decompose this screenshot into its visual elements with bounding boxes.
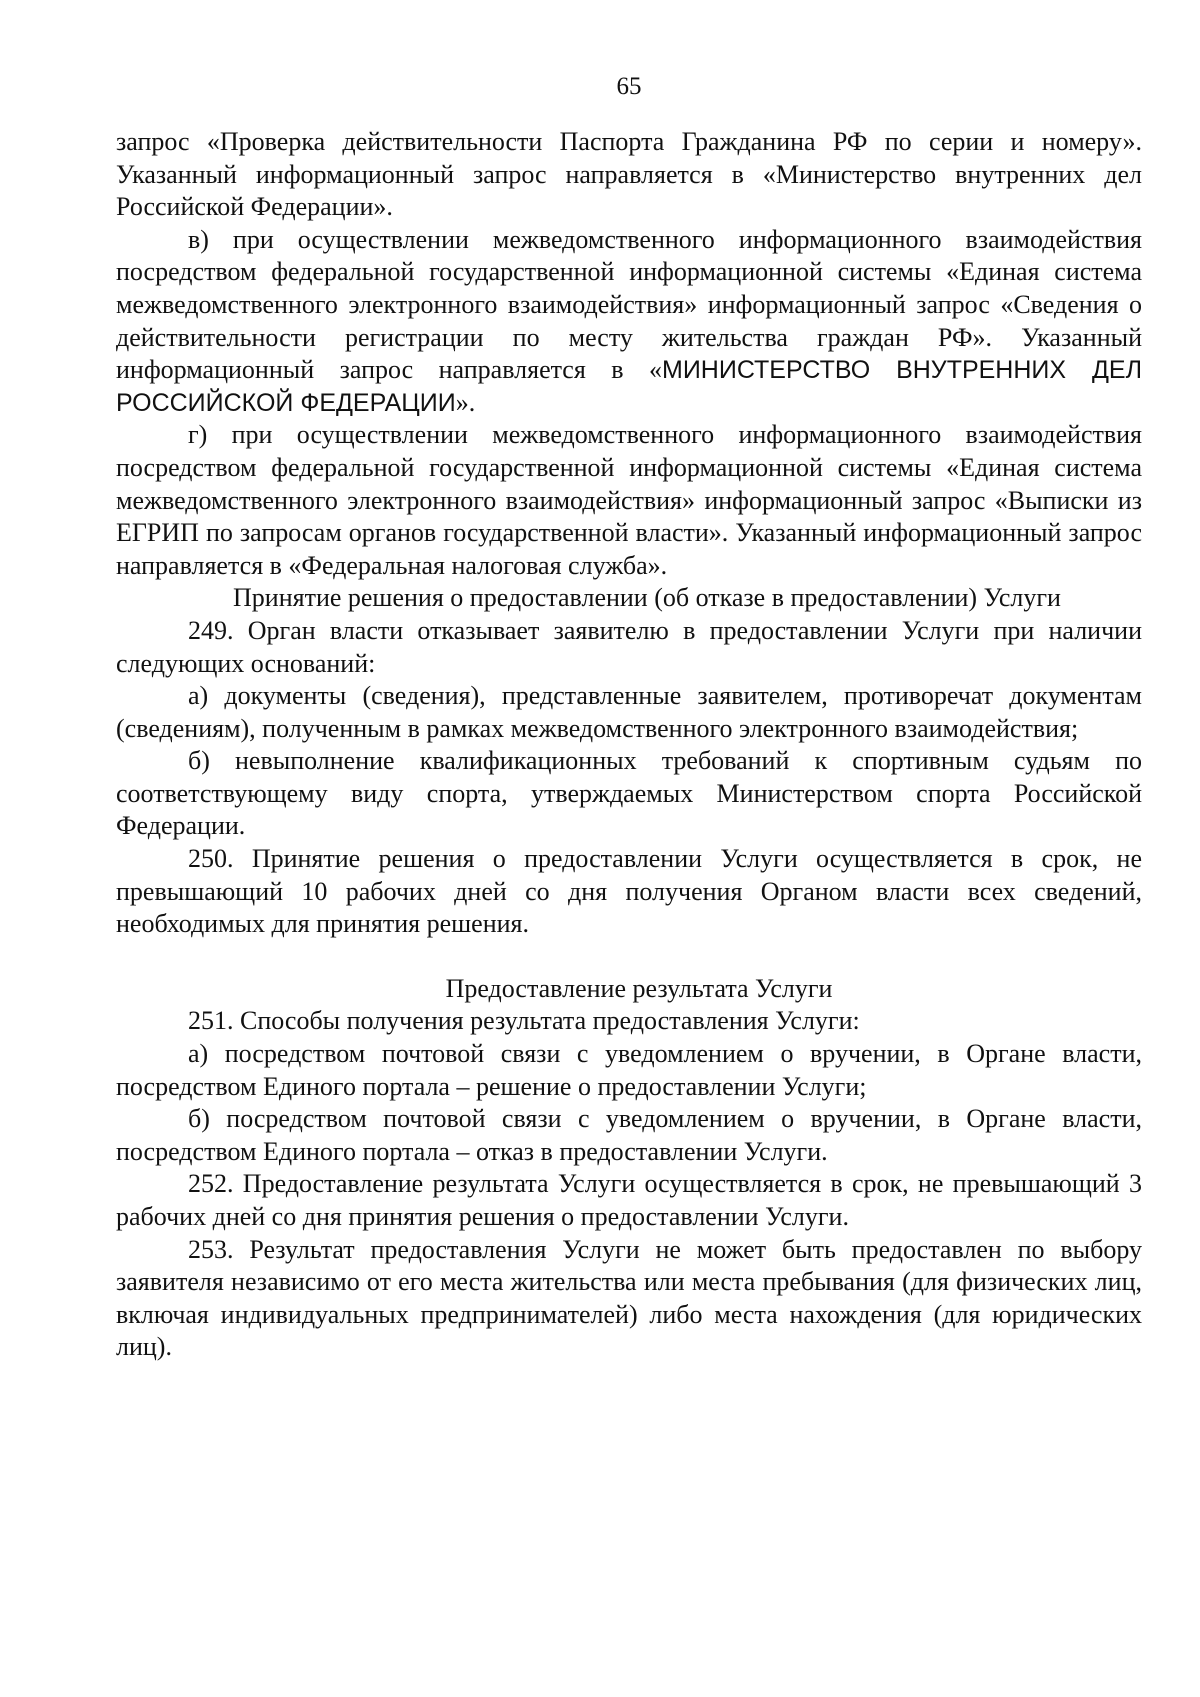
document-body [116,126,1142,1364]
paragraph-passport-request: запрос «Проверка действительности Паспорта Гражданина РФ по серии и номеру». Указанный информационный запрос направляется в «Министерство внутренних дел Российской Федерации». [116,127,1142,222]
paragraph-251-b: б) посредством почтовой связи с уведомлением о вручении, в Органе власти, посредством Единого портала – отказ в предоставлении Услуги. [116,1104,1142,1166]
paragraph-252: 252. Предоставление результата Услуги осуществляется в срок, не превышающий 3 рабочих дней со дня принятия решения о предоставлении Услуги. [116,1169,1142,1231]
paragraph-250: 250. Принятие решения о предоставлении Услуги осуществляется в срок, не превышающий 10 рабочих дней со дня получения Органом власти всех сведений, необходимых для принятия решения. [116,844,1142,939]
section-heading-result: Предоставление результата Услуги [445,973,833,1003]
paragraph-item-v [116,224,1142,420]
document-page [116,0,1142,1697]
paragraph-item-v-text: в) при осуществлении межведомственного информационного взаимодействия посредством федеральной государственной информационной системы «Единая система межведомственного электронного взаимодействия» информационный запрос «Сведения о действительности регистрации по месту жительства граждан РФ». Указанный информационный запрос направляется в « [116,224,1142,385]
section-heading-decision: Принятие решения о предоставлении (об отказе в предоставлении) Услуги [233,583,1061,613]
ministry-name-caps: МИНИСТЕРСТВО ВНУТРЕННИХ ДЕЛ РОССИЙСКОЙ ФЕДЕРАЦИИ [116,356,1142,417]
paragraph-item-g: г) при осуществлении межведомственного информационного взаимодействия посредством федеральной государственной информационной системы «Единая система межведомственного электронного взаимодействия» информационный запрос «Выписки из ЕГРИП по запросам органов государственной власти». Указанный информационный запрос направляется в «Федеральная налоговая служба». [116,420,1142,580]
paragraph-249-b: б) невыполнение квалификационных требований к спортивным судьям по соответствующему виду спорта, утверждаемых Министерством спорта Российской Федерации. [116,746,1142,841]
paragraph-251: 251. Способы получения результата предоставления Услуги: [188,1006,860,1036]
paragraph-253: 253. Результат предоставления Услуги не может быть предоставлен по выбору заявителя независимо от его места жительства или места пребывания (для физических лиц, включая индивидуальных предпринимателей) либо места нахождения (для юридических лиц). [116,1234,1142,1362]
paragraph-item-v-end: ». [455,387,476,417]
paragraph-249-a: а) документы (сведения), представленные заявителем, противоречат документам (сведениям), полученным в рамках межведомственного электронного взаимодействия; [116,681,1142,743]
page-number: 65 [616,73,642,100]
paragraph-249: 249. Орган власти отказывает заявителю в предоставлении Услуги при наличии следующих оснований: [116,615,1142,678]
paragraph-251-a: а) посредством почтовой связи с уведомлением о вручении, в Органе власти, посредством Единого портала – решение о предоставлении Услуги; [116,1039,1142,1101]
